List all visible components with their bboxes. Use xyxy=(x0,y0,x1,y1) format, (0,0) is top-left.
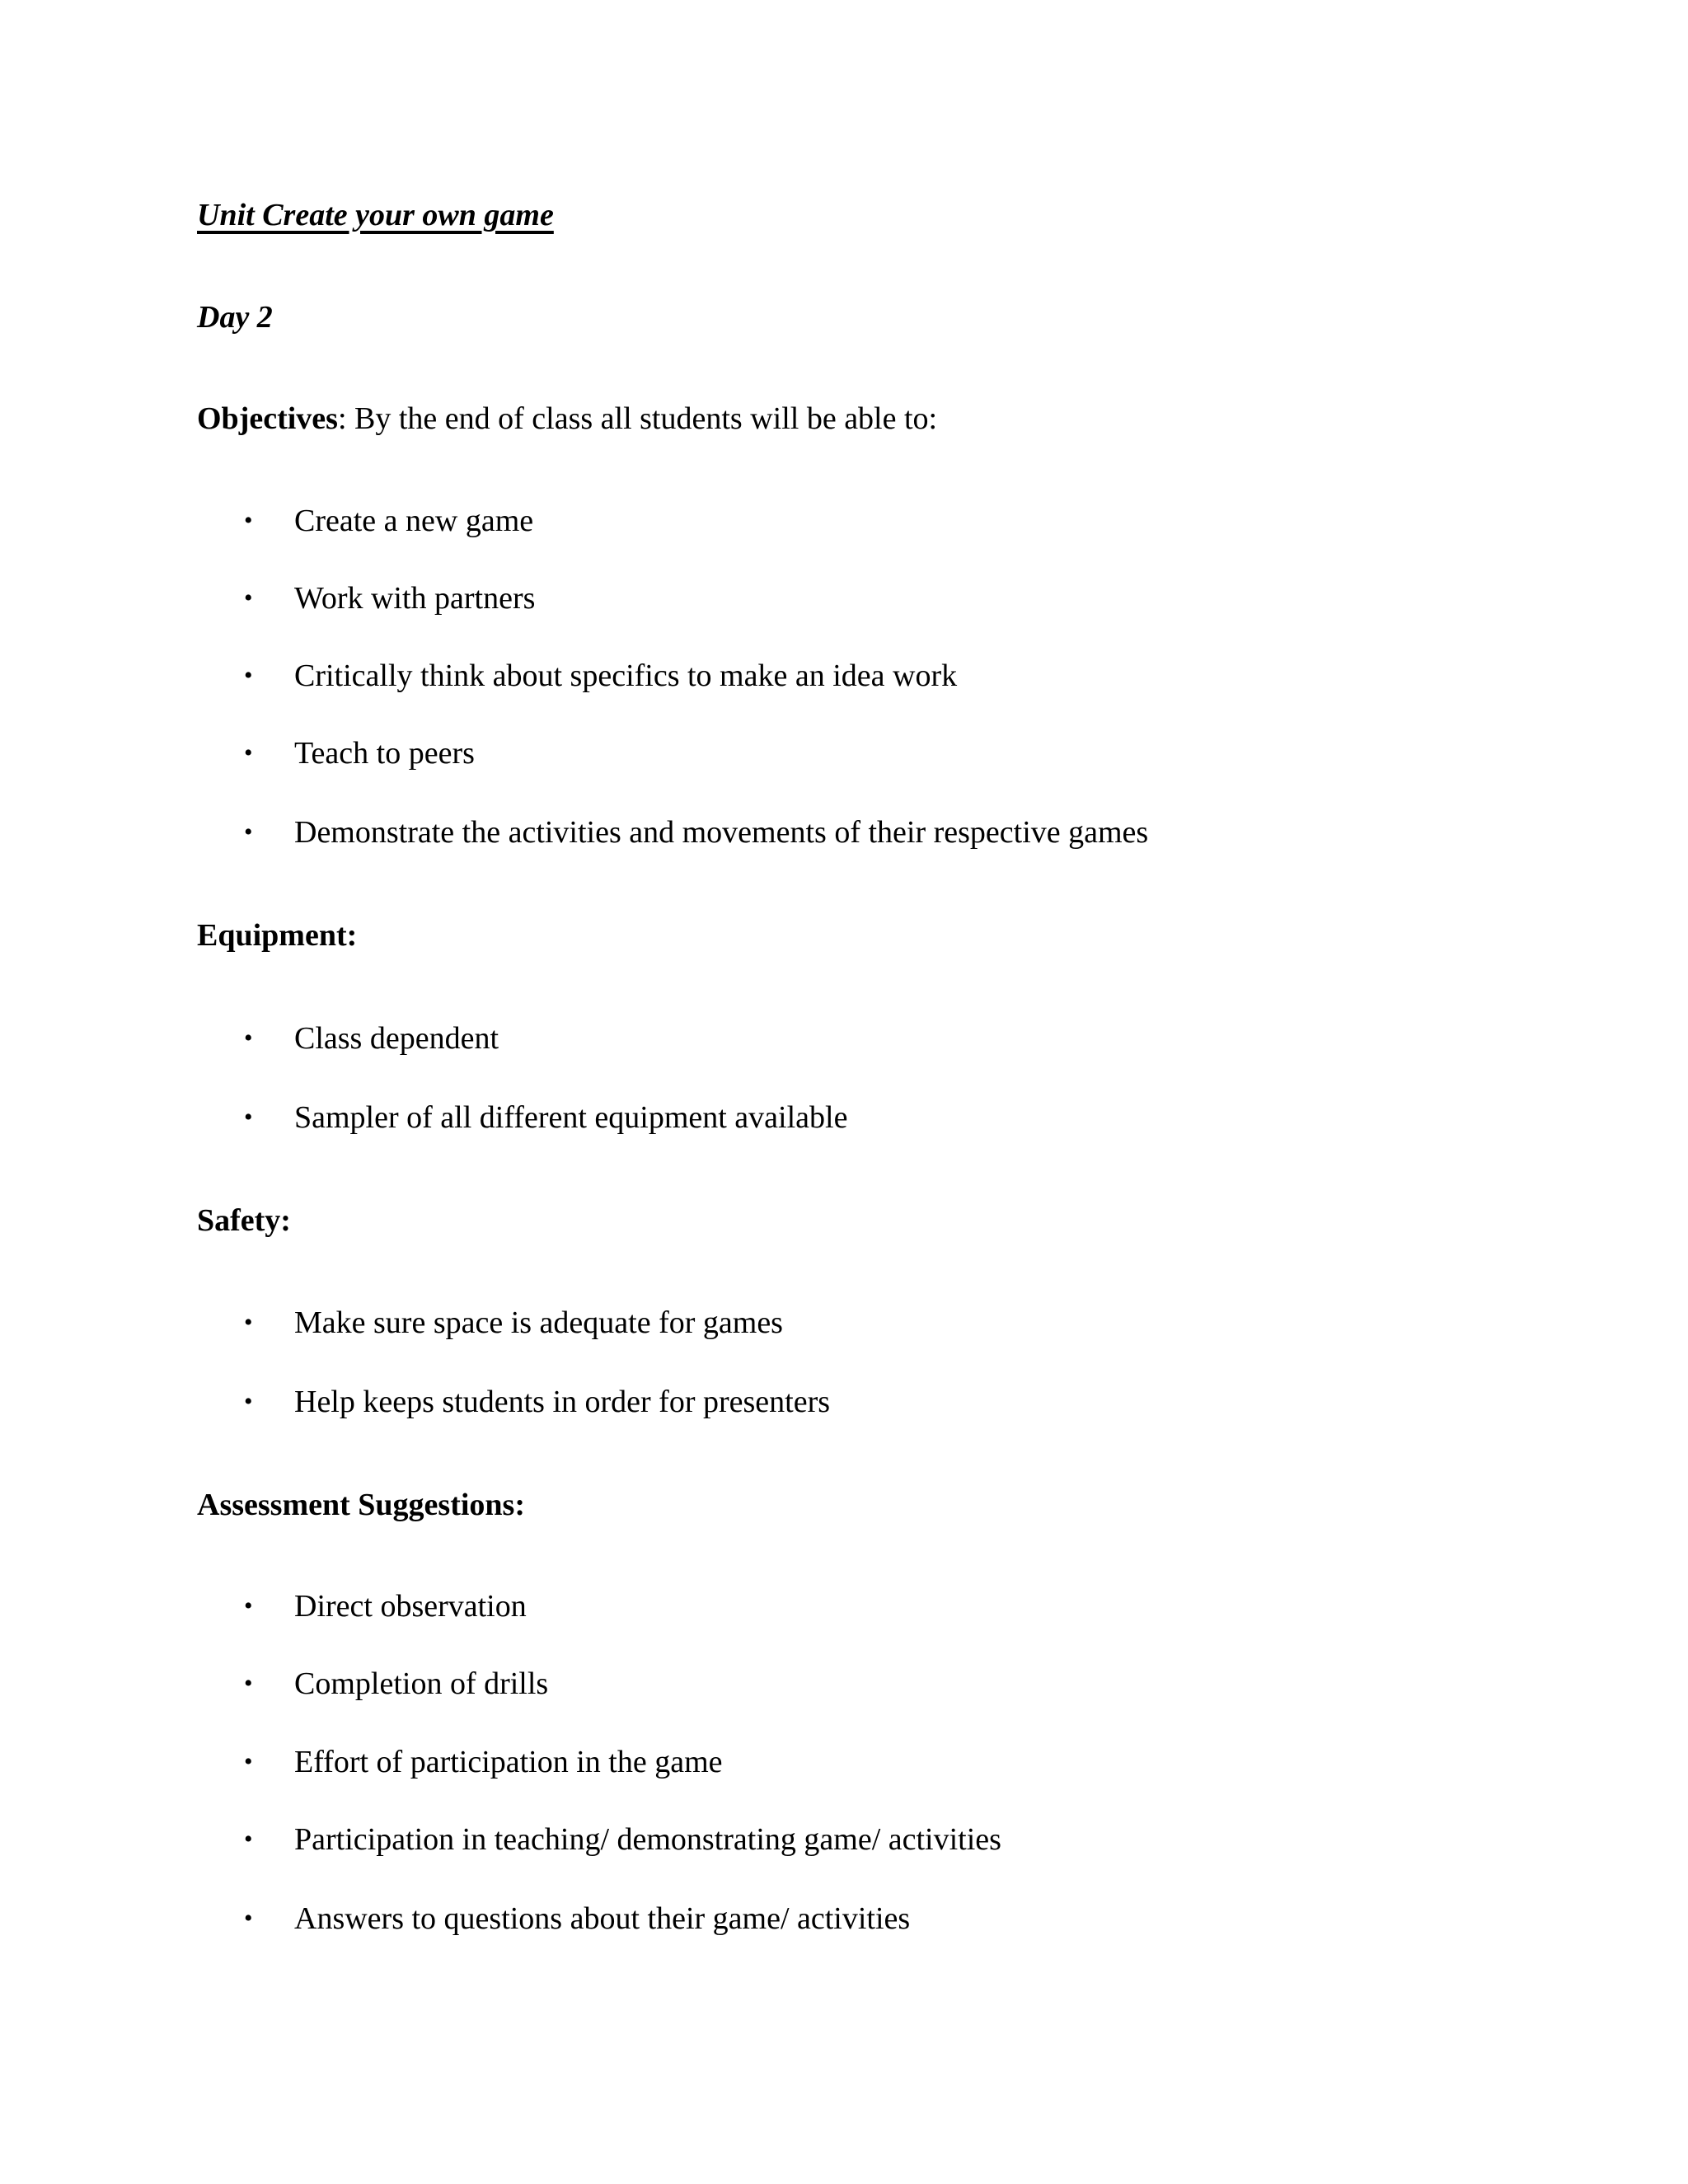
bullet-icon: • xyxy=(244,1825,253,1853)
bullet-icon: • xyxy=(244,584,253,612)
objective-item: Work with partners xyxy=(294,581,536,616)
bullet-icon: • xyxy=(244,1024,253,1052)
assessment-item: Completion of drills xyxy=(294,1666,549,1701)
bullet-icon: • xyxy=(244,1592,253,1619)
objective-item: Create a new game xyxy=(294,504,534,538)
bullet-icon: • xyxy=(244,1748,253,1775)
bullet-icon: • xyxy=(244,1388,253,1415)
assessment-item: Effort of participation in the game xyxy=(294,1745,723,1779)
bullet-icon: • xyxy=(244,1905,253,1932)
bullet-icon: • xyxy=(244,1670,253,1697)
unit-title: Unit Create your own game xyxy=(197,198,554,232)
objectives-intro: : By the end of class all students will be able to: xyxy=(337,401,938,436)
bullet-icon: • xyxy=(244,507,253,534)
assessment-item: Direct observation xyxy=(294,1589,527,1624)
assessment-heading: Assessment Suggestions: xyxy=(197,1488,525,1522)
bullet-icon: • xyxy=(244,1104,253,1131)
objectives-heading xyxy=(197,400,937,438)
equipment-item: Sampler of all different equipment available xyxy=(294,1100,848,1135)
bullet-icon: • xyxy=(244,818,253,846)
safety-item: Make sure space is adequate for games xyxy=(294,1305,783,1340)
objective-item: Critically think about specifics to make an idea work xyxy=(294,658,958,693)
bullet-icon: • xyxy=(244,662,253,689)
objective-item: Teach to peers xyxy=(294,736,475,771)
equipment-item: Class dependent xyxy=(294,1021,499,1056)
objectives-label: Objectives xyxy=(197,401,338,436)
safety-item: Help keeps students in order for presenters xyxy=(294,1385,831,1419)
objective-item: Demonstrate the activities and movements of their respective games xyxy=(294,815,1149,850)
safety-heading: Safety: xyxy=(197,1203,291,1238)
equipment-heading: Equipment: xyxy=(197,918,358,953)
assessment-item: Answers to questions about their game/ activities xyxy=(294,1901,911,1936)
bullet-icon: • xyxy=(244,739,253,766)
bullet-icon: • xyxy=(244,1309,253,1336)
assessment-item: Participation in teaching/ demonstrating game/ activities xyxy=(294,1822,1001,1857)
day-label: Day 2 xyxy=(197,300,273,335)
